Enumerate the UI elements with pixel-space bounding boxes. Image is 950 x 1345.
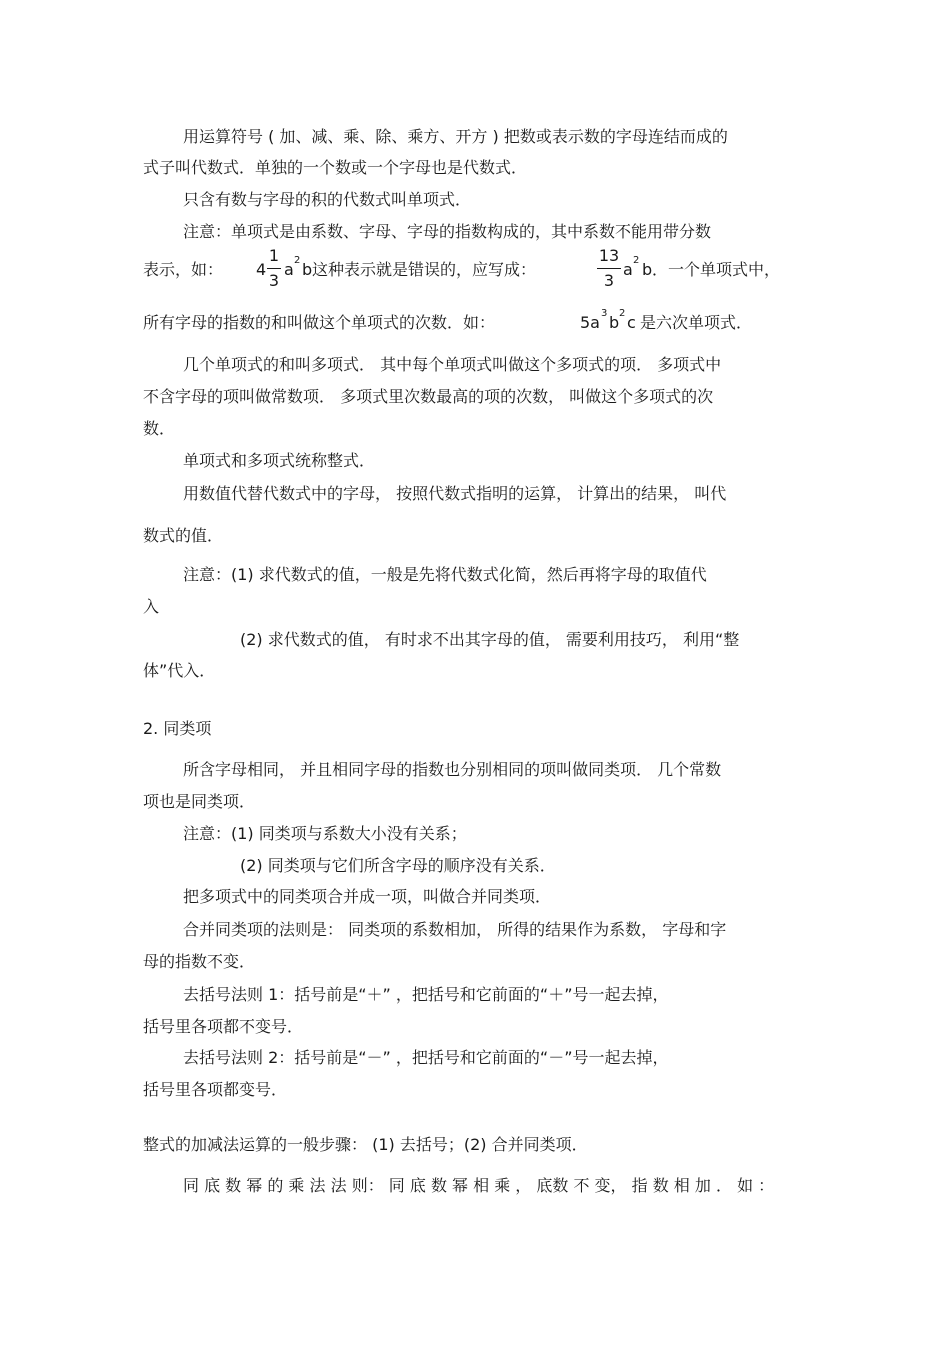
text-line: 是六次单项式． [640,313,753,332]
text-line: 只含有数与字母的积的代数式叫单项式． [183,190,472,209]
text-line: 注意：(1) 求代数式的值，一般是先将代数式化简，然后再将字母的取值代 [183,565,707,584]
math-exponent: 2 [619,308,626,319]
text-line: (2) 求代数式的值， 有时求不出其字母的值， 需要利用技巧， 利用“整 [240,630,740,649]
text-line: 几个单项式的和叫多项式． 其中每个单项式叫做这个多项式的项． 多项式中 [183,355,722,374]
text-line: 母的指数不变． [143,952,256,971]
text-line: 用运算符号 ( 加、减、乘、除、乘方、开方 ) 把数或表示数的字母连结而成的 [183,127,728,146]
text-line: 数． [143,419,176,438]
text-line: 用数值代替代数式中的字母， 按照代数式指明的运算， 计算出的结果， 叫代 [183,484,727,503]
math-var: b [609,313,620,332]
text-line: 所含字母相同， 并且相同字母的指数也分别相同的项叫做同类项． 几个常数 [183,760,722,779]
text-line: 项也是同类项． [143,792,256,811]
fraction-denominator: 3 [268,271,280,290]
text-line: 整式的加减法运算的一般步骤： (1) 去括号；(2) 合并同类项． [143,1135,588,1154]
text-line: 入 [143,597,160,616]
fraction-numerator: 1 [268,246,280,265]
text-line: 注意：(1) 同类项与系数大小没有关系； [183,824,467,843]
fraction-numerator: 13 [598,246,620,265]
math-var: a [623,260,633,279]
text-line: 单项式和多项式统称整式． [183,451,376,470]
text-line: 括号里各项都变号． [143,1080,288,1099]
text-line: (2) 同类项与它们所含字母的顺序没有关系． [240,856,556,875]
text-line: 合并同类项的法则是： 同类项的系数相加， 所得的结果作为系数， 字母和字 [183,920,727,939]
text-line: ．一个单项式中， [652,260,781,279]
math-exponent: 2 [294,255,301,266]
text-line: 括号里各项都不变号． [143,1017,304,1036]
math-exponent: 3 [601,308,608,319]
math-whole: 4 [256,260,267,279]
text-line: 注意：单项式是由系数、字母、字母的指数构成的，其中系数不能用带分数 [183,222,712,241]
text-line: 所有字母的指数的和叫做这个单项式的次数．如： [143,313,496,332]
math-var: b [302,260,313,279]
text-line: 去括号法则 1：括号前是“＋” ，把括号和它前面的“＋”号一起去掉， [183,985,669,1004]
math-var: c [627,313,636,332]
math-exponent: 2 [633,255,640,266]
math-var: a [284,260,294,279]
text-line: 体”代入． [143,661,216,680]
text-line: 这种表示就是错误的，应写成： [312,260,537,279]
text-line: 数式的值． [143,526,224,545]
fraction-bar [597,268,621,269]
text-line: 把多项式中的同类项合并成一项，叫做合并同类项． [183,887,552,906]
text-line: 同 底 数 幂 的 乘 法 法 则： 同 底 数 幂 相 乘 ， 底数 不 变， 指 数 相 加 ． 如 ： [183,1176,775,1195]
fraction-bar [267,268,281,269]
fraction-denominator: 3 [603,271,615,290]
text-line: 式子叫代数式．单独的一个数或一个字母也是代数式． [143,158,528,177]
text-line: 表示，如： [143,260,224,279]
math-term: 5a [580,313,600,332]
text-line: 不含字母的项叫做常数项． 多项式里次数最高的项的次数， 叫做这个多项式的次 [143,387,714,406]
text-line: 去括号法则 2：括号前是“－” ，把括号和它前面的“－”号一起去掉， [183,1048,669,1067]
section-heading: 2. 同类项 [143,719,212,738]
math-var: b [642,260,653,279]
